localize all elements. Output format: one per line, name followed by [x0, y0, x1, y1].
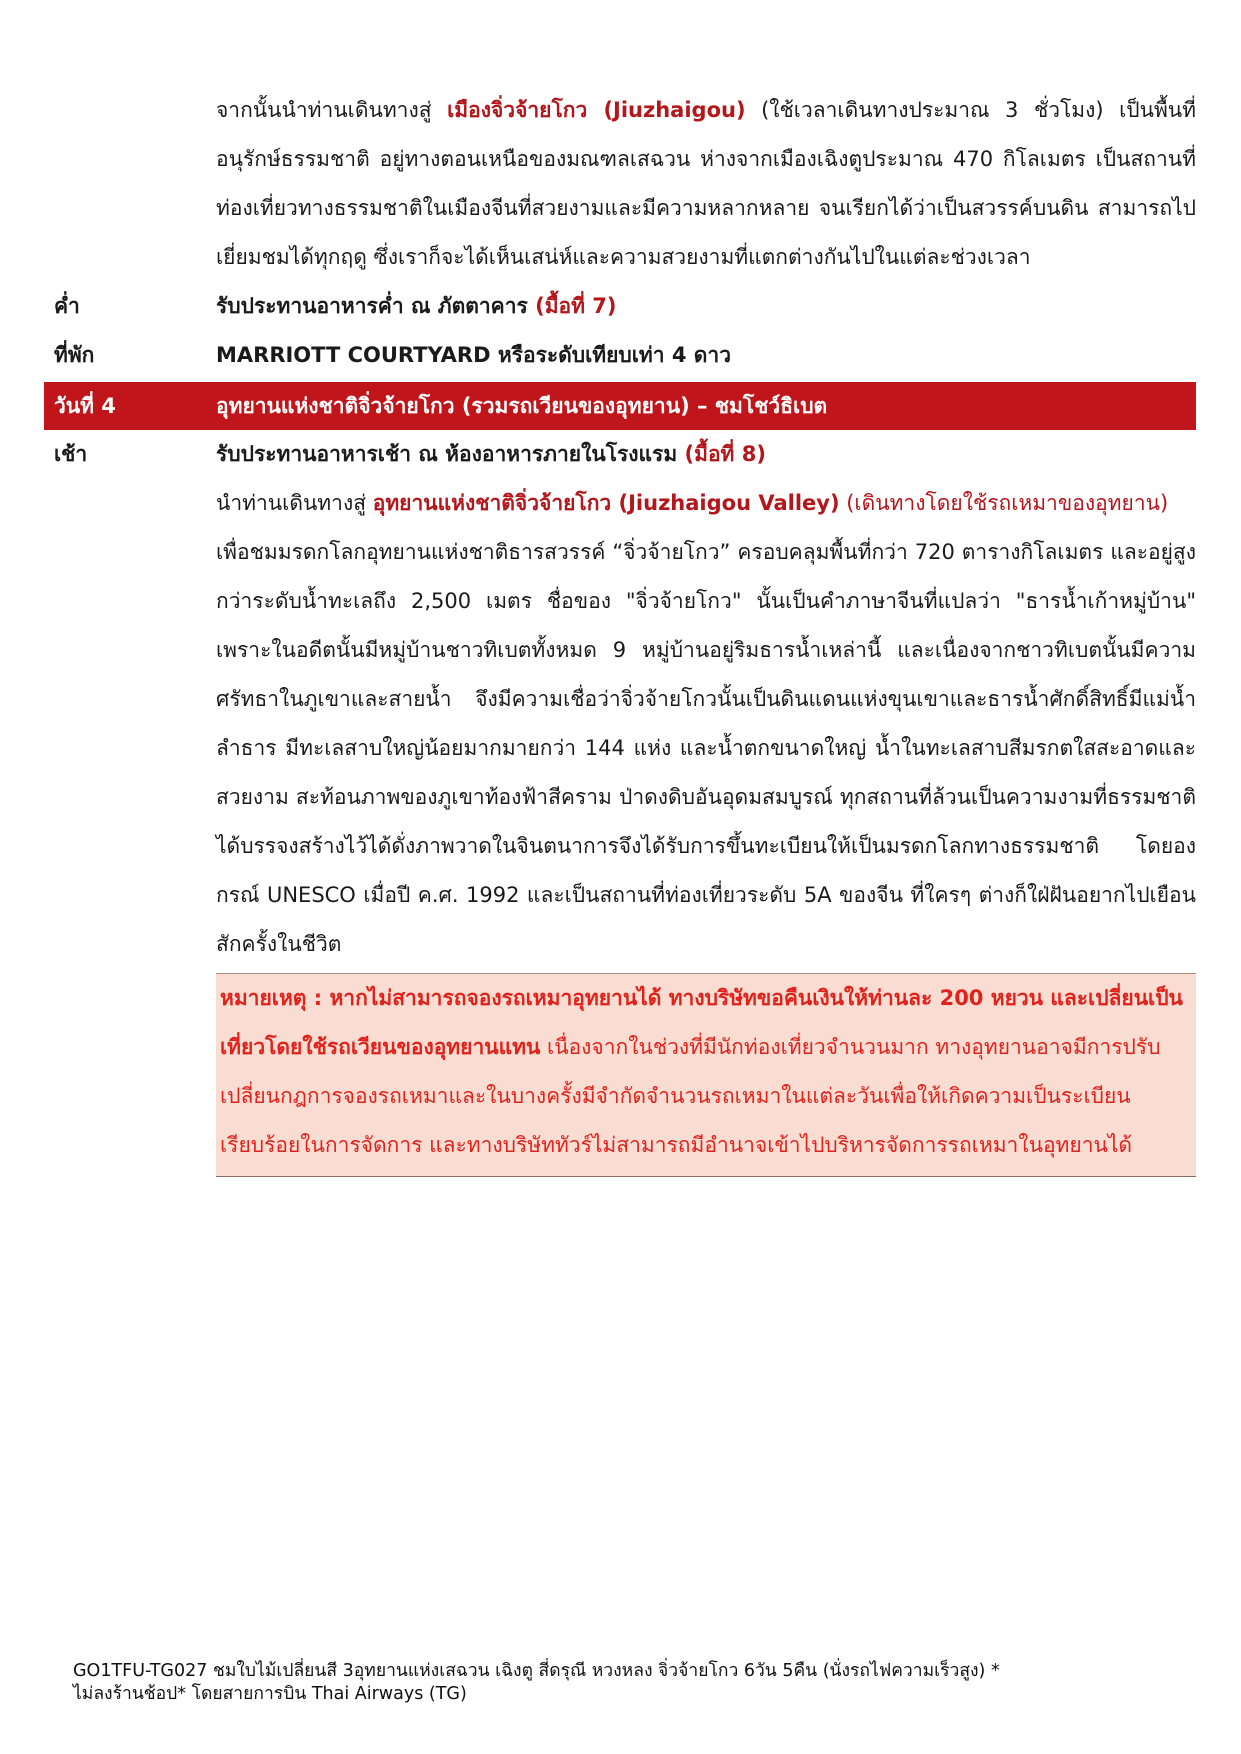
day-label: วันที่ 4 — [54, 394, 116, 418]
intro-paragraph — [216, 86, 1196, 282]
dinner-description: รับประทานอาหารค่ำ ณ ภัตตาคาร — [216, 294, 536, 318]
breakfast-description: รับประทานอาหารเช้า ณ ห้องอาหารภายในโรงแรม — [216, 442, 685, 466]
dinner-text — [216, 282, 1196, 331]
hotel-row — [44, 331, 1196, 380]
breakfast-text — [216, 430, 1196, 479]
dinner-meal-number: (มื้อที่ 7) — [535, 294, 617, 318]
intro-place: เมืองจิ่วจ้ายโกว (Jiuzhaigou) — [447, 98, 746, 122]
breakfast-row — [44, 430, 1196, 479]
hotel-text: MARRIOTT COURTYARD หรือระดับเทียบเท่า 4 ดาว — [216, 343, 732, 367]
breakfast-label: เช้า — [54, 442, 88, 466]
itinerary-content — [44, 86, 1196, 1177]
footer-line-1: GO1TFU-TG027 ชมใบไม้เปลี่ยนสี 3อุทยานแห่งเสฉวน เฉิงตู สี่ดรุณี หวงหลง จิ่วจ้ายโกว 6วัน 5คืน (นั่งรถไฟความเร็วสูง) * — [73, 1661, 1000, 1681]
park-paragraph — [216, 479, 1196, 528]
note-text: เนื่องจากในช่วงที่มีนักท่องเที่ยวจำนวนมาก ทางอุทยานอาจมีการปรับเปลี่ยนกฎการจองรถเหมาและในบางครั้งมีจำกัดจำนวนรถเหมาในแต่ละวันเพื่อให้เกิดความเป็นระเบียนเรียบร้อยในการจัดการ และทางบริษัททัวร์ไม่สามารถมีอำนาจเข้าไปบริหารจัดการรถเหมาในอุทยานได้ — [220, 1035, 1161, 1157]
description-paragraph: เพื่อชมมรดกโลกอุทยานแห่งชาติธารสวรรค์ “จิ่วจ้ายโกว” ครอบคลุมพื้นที่กว่า 720 ตารางกิโลเมตร และอยู่สูงกว่าระดับน้ำทะเลถึง 2,500 เมตร ชื่อของ "จิ่วจ้ายโกว" นั้นเป็นคำภาษาจีนที่แปลว่า "ธารน้ำเก้าหมู่บ้าน" เพราะในอดีตนั้นมีหมู่บ้านชาวทิเบตทั้งหมด 9 หมู่บ้านอยู่ริมธารน้ำเหล่านี้ และเนื่องจากชาวทิเบตนั้นมีความศรัทธาในภูเขาและสายน้ำ จึงมีความเชื่อว่าจิ่วจ้ายโกวนั้นเป็นดินแดนแห่งขุนเขาและธารน้ำศักดิ์สิทธิ์มีแม่น้ำลำธาร มีทะเลสาบใหญ่น้อยมากมายกว่า 144 แห่ง และน้ำตกขนาดใหญ่ น้ำในทะเลสาบสีมรกตใสสะอาดและสวยงาม สะท้อนภาพของภูเขาท้องฟ้าสีคราม ป่าดงดิบอันอุดมสมบูรณ์ ทุกสถานที่ล้วนเป็นความงามที่ธรรมชาติได้บรรจงสร้างไว้ได้ดั่งภาพวาดในจินตนาการจึงได้รับการขึ้นทะเบียนให้เป็นมรดกโลกทางธรรมชาติ โดยองกรณ์ UNESCO เมื่อปี ค.ศ. 1992 และเป็นสถานที่ท่องเที่ยวระดับ 5A ของจีน ที่ใครๆ ต่างก็ใฝ่ฝันอยากไปเยือนสักครั้งในชีวิต — [216, 540, 1196, 956]
description-row — [44, 528, 1196, 969]
park-text-1: นำท่านเดินทางสู่ — [216, 491, 373, 515]
page-footer — [73, 1660, 1183, 1706]
note-bold-text: หมายเหตุ : หากไม่สามารถจองรถเหมาอุทยานได้ ทางบริษัทขอคืนเงินให้ท่านละ 200 หยวน และเปลี่ยนเป็นเที่ยวโดยใช้รถเวียนของอุทยานแทน — [220, 986, 1183, 1059]
note-box — [216, 973, 1196, 1177]
dinner-label: ค่ำ — [54, 294, 80, 318]
hotel-label: ที่พัก — [54, 343, 95, 367]
day-header — [44, 382, 1196, 430]
footer-line-2: ไม่ลงร้านช้อป* โดยสายการบิน Thai Airways (TG) — [73, 1684, 467, 1704]
intro-text-1: จากนั้นนำท่านเดินทางสู่ — [216, 98, 448, 122]
park-row — [44, 479, 1196, 528]
breakfast-meal-number: (มื้อที่ 8) — [684, 442, 766, 466]
park-text-2: (เดินทางโดยใช้รถเหมาของอุทยาน) — [839, 491, 1169, 515]
intro-text-2: (ใช้เวลาเดินทางประมาณ 3 ชั่วโมง) เป็นพื้นที่อนุรักษ์ธรรมชาติ อยู่ทางตอนเหนือของมณฑลเสฉวน ห่างจากเมืองเฉิงตูประมาณ 470 กิโลเมตร เป็นสถานที่ท่องเที่ยวทางธรรมชาติในเมืองจีนที่สวยงามและมีความหลากหลาย จนเรียกได้ว่าเป็นสวรรค์บนดิน สามารถไปเยี่ยมชมได้ทุกฤดู ซึ่งเราก็จะได้เห็นเสน่ห์และความสวยงามที่แตกต่างกันไปในแต่ละช่วงเวลา — [216, 98, 1197, 269]
park-place: อุทยานแห่งชาติจิ่วจ้ายโกว (Jiuzhaigou Valley) — [372, 491, 840, 515]
dinner-row — [44, 282, 1196, 331]
day-title: อุทยานแห่งชาติจิ่วจ้ายโกว (รวมรถเวียนของอุทยาน) – ชมโชว์ธิเบต — [216, 394, 828, 418]
intro-row — [44, 86, 1196, 282]
